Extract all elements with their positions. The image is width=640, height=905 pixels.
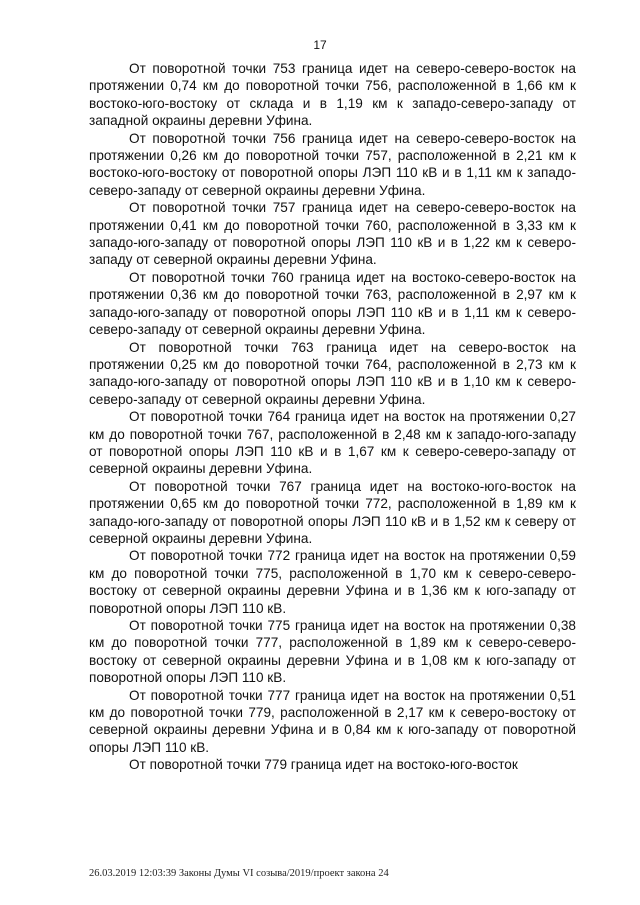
paragraph: От поворотной точки 772 граница идет на восток на протяжении 0,59 км до поворотной точки 775, расположенной в 1,70 км к северо-северо-востоку от северной окраины деревни Уфина и в 1,36 км к юго-западу от поворотной опоры ЛЭП 110 кВ. [89, 548, 576, 616]
paragraph: От поворотной точки 767 граница идет на востоко-юго-восток на протяжении 0,65 км до поворотной точки 772, расположенной в 1,89 км к западо-юго-западу от поворотной опоры ЛЭП 110 кВ и в 1,52 км к северу от северной окраины деревни Уфина. [89, 478, 576, 546]
paragraph: От поворотной точки 775 граница идет на восток на протяжении 0,38 км до поворотной точки 777, расположенной в 1,89 км к северо-северо-востоку от северной окраины деревни Уфина и в 1,08 км к юго-западу от поворотной опоры ЛЭП 110 кВ. [89, 618, 576, 686]
document-footer: 26.03.2019 12:03:39 Законы Думы VI созыва/2019/проект закона 24 [89, 868, 389, 879]
paragraph: От поворотной точки 777 граница идет на восток на протяжении 0,51 км до поворотной точки 779, расположенной в 2,17 км к северо-востоку от северной окраины деревни Уфина и в 0,84 км к юго-западу от поворотной опоры ЛЭП 110 кВ. [89, 687, 576, 755]
document-body [89, 60, 576, 774]
paragraph: От поворотной точки 753 граница идет на северо-северо-восток на протяжении 0,74 км до поворотной точки 756, расположенной в 1,66 км к востоко-юго-востоку от склада и в 1,19 км к западо-северо-западу от западной окраины деревни Уфина. [89, 61, 576, 129]
paragraph: От поворотной точки 763 граница идет на северо-восток на протяжении 0,25 км до поворотной точки 764, расположенной в 2,73 км к западо-юго-западу от поворотной опоры ЛЭП 110 кВ и в 1,10 км к северо-северо-западу от северной окраины деревни Уфина. [89, 339, 576, 407]
paragraph: От поворотной точки 757 граница идет на северо-северо-восток на протяжении 0,41 км до поворотной точки 760, расположенной в 3,33 км к западо-юго-западу от поворотной опоры ЛЭП 110 кВ и в 1,22 км к северо-западу от северной окраины деревни Уфина. [89, 200, 576, 268]
paragraph: От поворотной точки 760 граница идет на востоко-северо-восток на протяжении 0,36 км до поворотной точки 763, расположенной в 2,97 км к западо-юго-западу от поворотной опоры ЛЭП 110 кВ и в 1,11 км к северо-северо-западу от северной окраины деревни Уфина. [89, 269, 576, 338]
paragraph: От поворотной точки 764 граница идет на восток на протяжении 0,27 км до поворотной точки 767, расположенной в 2,48 км к западо-юго-западу от поворотной опоры ЛЭП 110 кВ и в 1,67 км к северо-северо-западу от северной окраины деревни Уфина. [89, 409, 576, 477]
page-number: 17 [313, 38, 327, 52]
paragraph: От поворотной точки 779 граница идет на востоко-юго-восток [129, 757, 518, 773]
paragraph: От поворотной точки 756 граница идет на северо-северо-восток на протяжении 0,26 км до поворотной точки 757, расположенной в 2,21 км к востоко-юго-востоку от поворотной опоры ЛЭП 110 кВ и в 1,11 км к западо-северо-западу от северной окраины деревни Уфина. [89, 130, 576, 198]
